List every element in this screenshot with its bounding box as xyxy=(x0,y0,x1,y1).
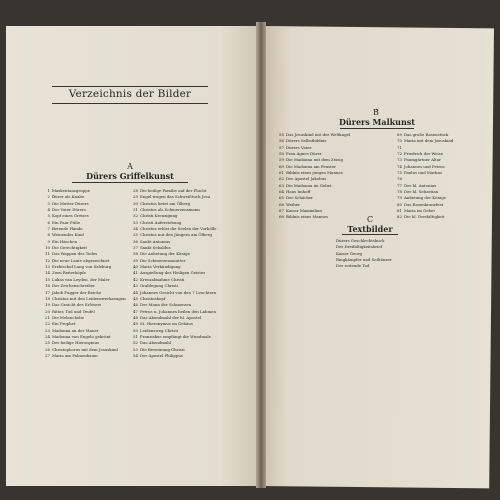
item-title: Die Madonna im Gebet xyxy=(286,182,332,188)
item-title: Christus mit den Leidenswerkzeugen xyxy=(52,295,126,301)
item-number: 39 xyxy=(133,257,138,263)
item-number: 50 xyxy=(133,327,138,333)
item-number: 49 xyxy=(133,321,138,327)
item-number: 61 xyxy=(279,170,284,176)
item-title: Der hl. Sebastian xyxy=(404,189,439,195)
item-title: Maskentanzgruppe xyxy=(52,188,91,193)
title-bottom-rule xyxy=(52,103,208,104)
item-number: 22 xyxy=(45,321,50,327)
item-title: Anbetung der Könige xyxy=(404,195,446,201)
item-number: 28 xyxy=(133,188,138,193)
item-number: 37 xyxy=(133,245,138,251)
item-title: Das Abendmahl xyxy=(140,340,172,346)
item-number: 73 xyxy=(397,157,402,163)
item-title: Ein Häschen xyxy=(52,238,78,244)
item-title: Madonna an der Mauer xyxy=(52,327,99,333)
item-number: 5 xyxy=(47,213,50,219)
item-title: Erzbischof Lang von Salzburg xyxy=(52,264,112,270)
list-item xyxy=(392,214,453,220)
item-number: 21 xyxy=(45,314,50,320)
item-title: Dürers Selbstbildnis xyxy=(286,138,327,144)
section-b-list-left xyxy=(274,132,350,221)
item-number: 26 xyxy=(45,346,50,352)
item-title: Ein Paar Füße xyxy=(52,219,81,225)
item-number: 77 xyxy=(397,182,402,188)
item-title: Betende Hände xyxy=(52,226,83,232)
item-title: Das Wappen des Todes xyxy=(52,251,98,257)
section-b-letter: B xyxy=(373,108,379,117)
item-title: Johannes und Petrus xyxy=(404,163,445,169)
item-number: 19 xyxy=(45,302,50,308)
item-number: 27 xyxy=(45,352,50,358)
item-number: 15 xyxy=(45,276,50,282)
item-title: Die Mutter Dürers xyxy=(52,200,89,206)
item-number: 6 xyxy=(47,219,50,225)
item-title: Hans Imhoff xyxy=(286,189,311,195)
item-title: Der Mann der Schmerzen xyxy=(140,302,192,308)
item-title: Paulus und Markus xyxy=(404,170,443,176)
item-title: Dürer als Knabe xyxy=(52,194,85,200)
item-number: 8 xyxy=(47,232,50,238)
item-title: Madonna von Engeln gekrönt xyxy=(52,333,111,339)
item-title: Maria im Gebet xyxy=(404,208,435,214)
item-number: 46 xyxy=(133,302,138,308)
item-number: 9 xyxy=(47,238,50,244)
item-title: Die hl. Dreifaltigkeit xyxy=(404,214,445,220)
item-number: 54 xyxy=(133,352,138,358)
item-title: Christuskopf xyxy=(140,295,166,301)
item-number: 33 xyxy=(133,219,138,225)
list-item xyxy=(128,353,216,359)
item-number: 43 xyxy=(133,283,138,289)
item-title: Ausgießung des Heiligen Geistes xyxy=(140,270,206,276)
item-number: 51 xyxy=(133,333,138,339)
item-number: 18 xyxy=(45,295,50,301)
item-title: Die Gerechtigkeit xyxy=(52,245,87,251)
item-number: 76 xyxy=(397,176,402,182)
item-title: Das Gesicht des Erlösers xyxy=(52,302,102,308)
section-a-letter: A xyxy=(127,162,133,171)
item-number: 59 xyxy=(279,157,284,163)
item-number: 64 xyxy=(279,189,284,195)
item-number: 72 xyxy=(397,151,402,157)
item-number: 79 xyxy=(397,195,402,201)
item-title: Der hl. Antonius xyxy=(404,182,437,188)
title-top-rule xyxy=(52,86,208,87)
list-item xyxy=(274,214,350,220)
item-number: 63 xyxy=(279,182,284,188)
item-title: Petrus u. Johannes heilen den Lahmen xyxy=(140,308,216,314)
item-title: Die Beweinung Christi xyxy=(140,346,185,352)
item-number: 68 xyxy=(279,214,284,220)
item-title: Ritter, Tod und Teufel xyxy=(52,308,95,314)
item-title: Bildnis eines jungen Mannes xyxy=(286,170,343,176)
item-number: 10 xyxy=(45,245,50,251)
list-item: Dürers Geschlechtsbuch xyxy=(336,238,385,243)
item-number: 2 xyxy=(47,194,50,200)
item-number: 58 xyxy=(279,151,284,157)
item-number: 65 xyxy=(279,195,284,201)
item-number: 29 xyxy=(133,194,138,200)
item-number: 12 xyxy=(45,257,50,263)
item-title: Der Apostel Jakobus xyxy=(286,176,327,182)
item-number: 56 xyxy=(279,138,284,144)
item-number: 24 xyxy=(45,333,50,339)
item-number: 35 xyxy=(133,232,138,238)
item-number: 70 xyxy=(397,138,402,144)
list-item: Ringkämpfer und Seiltänzer xyxy=(336,256,392,262)
item-title: Der Apostel Philippus xyxy=(140,352,183,358)
item-title: Die Melancholie xyxy=(52,314,85,320)
item-number: 45 xyxy=(133,295,138,301)
item-title: Der Vater Dürers xyxy=(52,207,86,213)
item-title: Friedrich der Weise xyxy=(404,151,444,157)
item-title: Christus als Schmerzensmann xyxy=(140,207,200,213)
section-a-list-right xyxy=(128,188,216,359)
item-number: 71 xyxy=(397,144,402,150)
item-number: 55 xyxy=(279,132,284,137)
item-title: Die heilige Familie auf der Flucht xyxy=(140,188,207,193)
item-title: Sankt Sebaldus xyxy=(140,245,171,251)
item-title: Die neue Laute abgezeichnet xyxy=(52,257,110,263)
section-c-list xyxy=(336,238,392,269)
item-number: 42 xyxy=(133,276,138,282)
item-title: St. Hieronymus im Gehäus xyxy=(140,321,193,327)
item-title: Die Schmerzensmutter xyxy=(140,257,186,263)
item-number: 66 xyxy=(279,201,284,207)
item-number: 57 xyxy=(279,144,284,150)
item-number: 75 xyxy=(397,170,402,176)
item-title: Dürers Vater xyxy=(286,144,312,150)
item-title: Grablegung Christi xyxy=(140,283,178,289)
item-title: Christus betet am Ölberg xyxy=(140,200,191,206)
item-title: Kopf eines Greises xyxy=(52,213,89,219)
section-c-rule xyxy=(342,234,398,235)
item-title: Weinendes Kind xyxy=(52,232,84,238)
item-title: Ein Prophet xyxy=(52,321,76,327)
section-b-list-right xyxy=(392,132,453,221)
item-number: 69 xyxy=(397,132,402,137)
item-title: Franziskus empfängt die Wundmale xyxy=(140,333,211,339)
item-title: Maria mit dem Jesuskind xyxy=(404,138,454,144)
item-number: 11 xyxy=(45,251,50,257)
item-number: 53 xyxy=(133,346,138,352)
section-c-letter: C xyxy=(366,215,374,224)
item-title: Maria am Palmenbaum xyxy=(52,352,98,358)
item-number: 62 xyxy=(279,176,284,182)
item-title: Die Madonna am Fenster xyxy=(286,163,336,169)
item-number: 78 xyxy=(397,189,402,195)
item-title: Das Rosenkranzfest xyxy=(404,201,444,207)
item-number: 60 xyxy=(279,163,284,169)
item-number: 81 xyxy=(397,208,402,214)
item-number: 16 xyxy=(45,283,50,289)
item-title: Das große Rasenstück xyxy=(404,132,449,137)
item-number: 30 xyxy=(133,200,138,206)
item-title: Die Anbetung der Könige xyxy=(140,251,190,257)
item-title: Jakob Fugger der Reiche xyxy=(52,289,102,295)
item-number: 34 xyxy=(133,226,138,232)
item-title: Christi Auferstehung xyxy=(140,219,182,225)
section-b-rule xyxy=(340,128,414,129)
item-number: 82 xyxy=(397,214,402,220)
item-title: Kreuzabnahme Christi xyxy=(140,276,185,282)
item-title: Christus erlöst die Seelen der Vorhölle xyxy=(140,226,217,232)
item-number: 52 xyxy=(133,340,138,346)
item-title: Zwei Reiterköpfe xyxy=(52,270,86,276)
section-a-list-left xyxy=(40,188,126,359)
item-title: Kaiser Maximilian xyxy=(286,208,322,214)
item-number: 80 xyxy=(397,201,402,207)
list-item: Der reitende Tod xyxy=(336,263,370,269)
item-title: Paumgärtner Altar xyxy=(404,157,441,163)
item-number: 32 xyxy=(133,213,138,219)
item-title: Leidensweg Christi xyxy=(140,327,179,333)
page-title: Verzeichnis der Bilder xyxy=(68,88,192,100)
item-title: Lukas van Leyden, der Maler xyxy=(52,276,110,282)
item-title: Christus mit den Jüngern am Ölberg xyxy=(140,232,212,238)
item-number: 38 xyxy=(133,251,138,257)
item-title: Engel tragen das Schweißtuch Jesu xyxy=(140,194,211,200)
item-title: Bildnis eines Mannes xyxy=(286,214,329,220)
item-title: Der Zeichenschreiber xyxy=(52,283,96,289)
list-item xyxy=(40,353,126,359)
item-title: Der Schächer xyxy=(286,195,314,201)
item-number: 4 xyxy=(47,207,50,213)
item-number: 23 xyxy=(45,327,50,333)
item-number: 25 xyxy=(45,340,50,346)
item-number: 36 xyxy=(133,238,138,244)
list-item: Kaiser Georg xyxy=(336,250,362,256)
item-number: 1 xyxy=(47,188,50,193)
item-number: 67 xyxy=(279,208,284,214)
item-title: Das Jesuskind mit der Weltkugel xyxy=(286,132,351,137)
item-title: Johannes Gesicht von den 7 Leuchtern xyxy=(140,289,217,295)
item-number: 14 xyxy=(45,270,50,276)
section-c-title: Textbilder xyxy=(347,224,393,234)
item-number: 74 xyxy=(397,163,402,169)
item-number: 3 xyxy=(47,200,50,206)
item-title: Christophorus mit dem Jesuskind xyxy=(52,346,118,352)
item-title: Die Madonna mit dem Zeisig xyxy=(286,157,344,163)
item-number: 47 xyxy=(133,308,138,314)
item-title: Maria Verkündigung xyxy=(140,264,181,270)
item-number: 20 xyxy=(45,308,50,314)
item-title: Frau Agnes Dürer xyxy=(286,151,322,157)
section-a-rule xyxy=(72,182,188,183)
section-a-title: Dürers Griffelkunst xyxy=(86,171,174,181)
item-title: Das Abendmahl der hl. Apostel xyxy=(140,314,202,320)
item-number: 13 xyxy=(45,264,50,270)
item-number: 17 xyxy=(45,289,50,295)
book-gutter xyxy=(256,22,266,488)
item-number: 41 xyxy=(133,270,138,276)
item-number: 31 xyxy=(133,207,138,213)
item-title: Sankt Antonius xyxy=(140,238,171,244)
item-number: 48 xyxy=(133,314,138,320)
item-title: Der heilige Hieronymus xyxy=(52,340,100,346)
section-b-title: Dürers Malkunst xyxy=(338,117,415,127)
item-title: Christi Kreuzigung xyxy=(140,213,178,219)
item-number: 7 xyxy=(47,226,50,232)
list-item: Der Dreifaltigkeitsbrief xyxy=(336,244,383,250)
item-number: 44 xyxy=(133,289,138,295)
item-number: 40 xyxy=(133,264,138,270)
item-title: Weiher xyxy=(286,201,300,207)
